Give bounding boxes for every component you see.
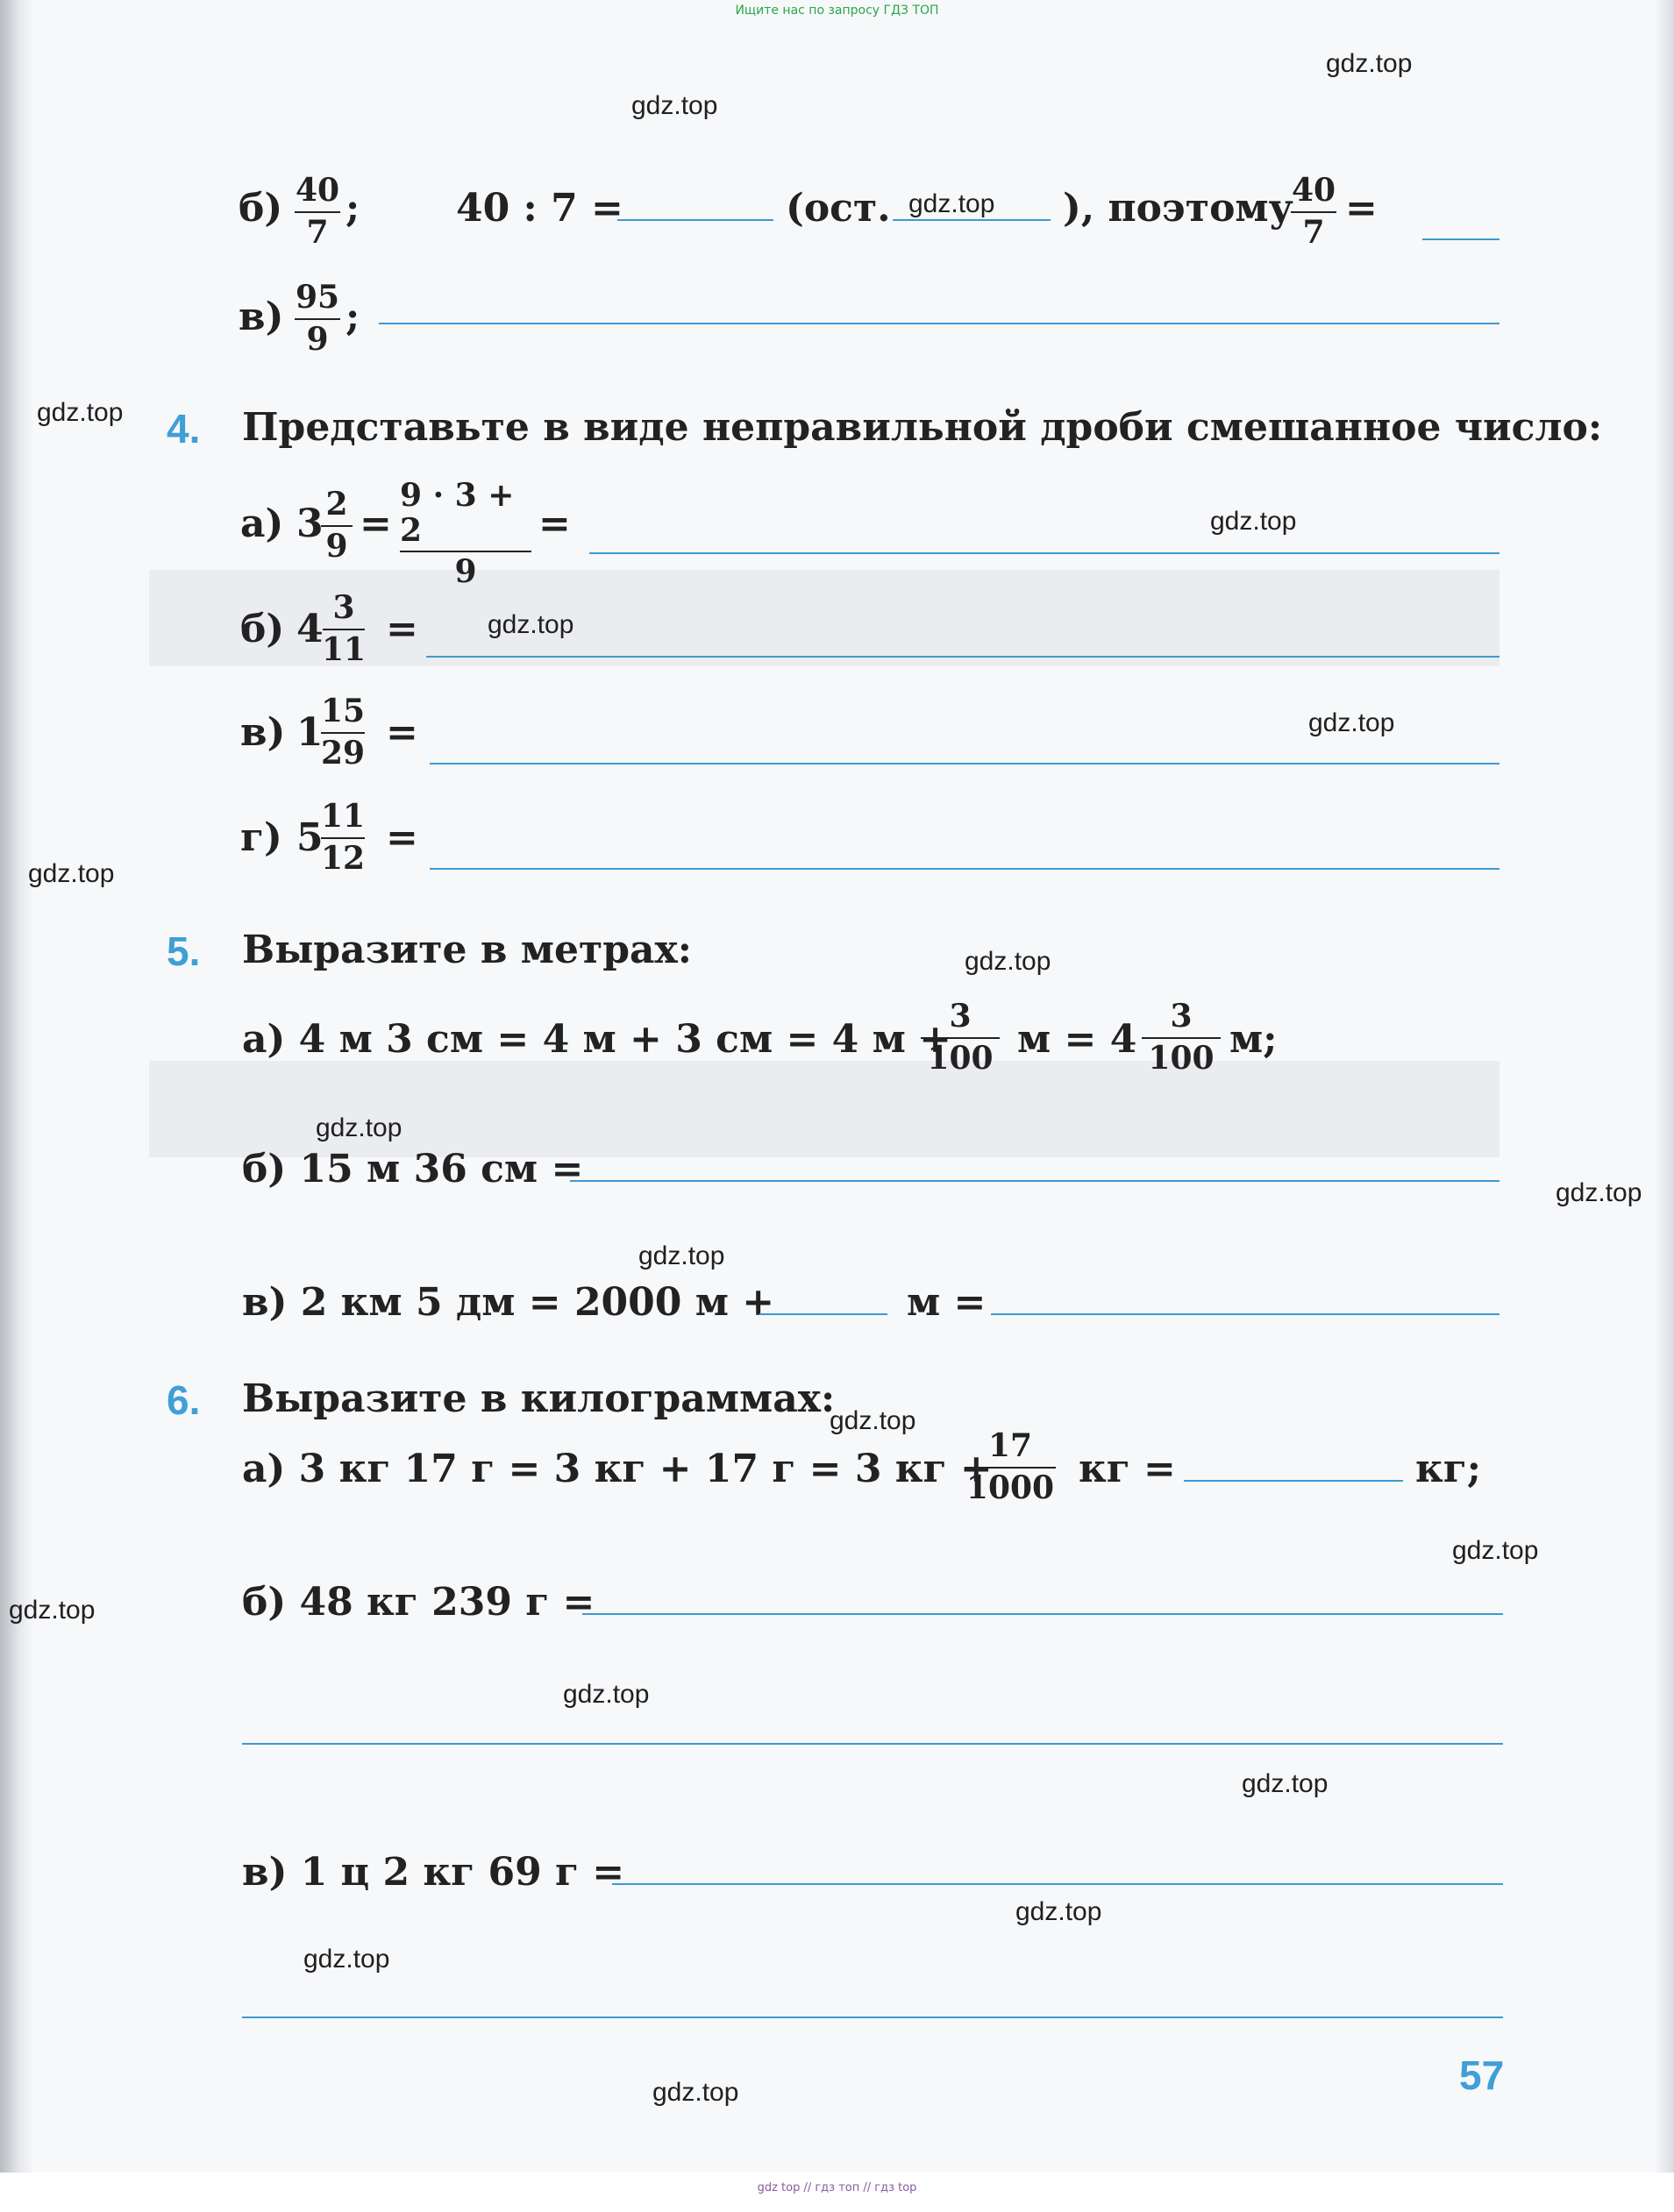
answer-line[interactable]	[379, 323, 1499, 324]
answer-line[interactable]	[570, 1180, 1499, 1182]
task4-v-label: в)	[240, 710, 286, 755]
equals-sign: =	[386, 607, 418, 651]
answer-line[interactable]	[242, 1743, 1503, 1745]
equals-sign: =	[538, 501, 571, 546]
task4-number: 4.	[167, 406, 201, 452]
watermark: gdz.top	[908, 189, 995, 218]
task5-a-text: а) 4 м 3 см = 4 м + 3 см = 4 м +	[242, 1017, 952, 1062]
mixed-whole: 5	[296, 815, 324, 860]
watermark: gdz.top	[488, 610, 574, 639]
task6-v-text: в) 1 ц 2 кг 69 г =	[242, 1850, 625, 1895]
task6-a-end: кг;	[1415, 1447, 1481, 1491]
task5-a-fraction: 3 100	[921, 999, 1000, 1076]
watermark: gdz.top	[28, 859, 115, 888]
top-banner[interactable]: Ищите нас по запросу ГДЗ ТОП	[735, 4, 939, 18]
answer-line[interactable]	[893, 219, 1051, 221]
task6-a-fraction: 17 1000	[965, 1427, 1055, 1506]
task6-a-mid: кг =	[1079, 1447, 1176, 1491]
answer-line[interactable]	[430, 763, 1499, 765]
mixed-whole: 4	[296, 607, 324, 651]
task3-b-expression: 40 : 7 =	[456, 186, 623, 231]
answer-line[interactable]	[617, 219, 773, 221]
watermark: gdz.top	[638, 1241, 725, 1270]
watermark: gdz.top	[1210, 507, 1297, 536]
answer-line[interactable]	[242, 2016, 1503, 2018]
task6-b-text: б) 48 кг 239 г =	[242, 1580, 595, 1625]
task5-a-fraction-2: 3 100	[1142, 999, 1221, 1076]
task4-v-fraction: 15 29	[320, 693, 366, 772]
task4-b-label: б)	[240, 607, 285, 651]
task5-a-mid: м = 4	[1017, 1017, 1137, 1062]
task5-a-end: м;	[1229, 1017, 1278, 1062]
task5-title: Выразите в метрах:	[242, 928, 692, 972]
equals-sign: =	[360, 501, 392, 546]
answer-line[interactable]	[589, 552, 1499, 554]
answer-line[interactable]	[612, 1883, 1503, 1885]
watermark: gdz.top	[316, 1113, 402, 1142]
separator: ;	[345, 295, 360, 339]
watermark: gdz.top	[830, 1406, 916, 1435]
answer-line[interactable]	[426, 656, 1499, 658]
task4-a-label: а)	[240, 501, 284, 546]
equals-sign: =	[386, 710, 418, 755]
task6-number: 6.	[167, 1377, 201, 1423]
task4-b-fraction: 3 11	[321, 589, 367, 668]
task5-b-text: б) 15 м 36 см =	[242, 1147, 584, 1191]
task3-b-fraction: 40 7	[295, 172, 340, 251]
page-number: 57	[1459, 2052, 1505, 2098]
mixed-whole: 1	[296, 710, 324, 755]
answer-line[interactable]	[1422, 238, 1499, 240]
task3-v-fraction: 95 9	[295, 279, 340, 358]
task4-a-fraction-2: 9 · 3 + 2 9	[400, 479, 531, 590]
task4-g-fraction: 11 12	[320, 798, 366, 877]
answer-line[interactable]	[582, 1613, 1503, 1615]
task3-b-label: б)	[239, 186, 283, 231]
task4-a-fraction: 2 9	[321, 487, 353, 564]
task4-g-label: г)	[240, 815, 282, 860]
task5-v-text: в) 2 км 5 дм = 2000 м +	[242, 1280, 775, 1325]
watermark: gdz.top	[652, 2078, 739, 2107]
task5-number: 5.	[167, 928, 201, 974]
equals-sign: =	[386, 815, 418, 860]
task6-title: Выразите в килограммах:	[242, 1376, 836, 1421]
page-spine-shadow	[0, 0, 33, 2174]
watermark: gdz.top	[1015, 1897, 1102, 1926]
watermark: gdz.top	[37, 398, 124, 427]
task5-v-mid: м =	[907, 1280, 987, 1325]
watermark: gdz.top	[303, 1945, 390, 1974]
task3-b-fraction-2: 40 7	[1291, 172, 1336, 251]
watermark: gdz.top	[563, 1680, 650, 1709]
watermark: gdz.top	[1308, 708, 1395, 737]
answer-line[interactable]	[991, 1313, 1499, 1315]
watermark: gdz.top	[1452, 1536, 1539, 1565]
watermark: gdz.top	[9, 1596, 96, 1625]
answer-line[interactable]	[1184, 1480, 1403, 1482]
watermark: gdz.top	[1326, 49, 1413, 78]
task6-a-text: а) 3 кг 17 г = 3 кг + 17 г = 3 кг +	[242, 1447, 993, 1491]
separator: ;	[345, 186, 360, 231]
task3-b-remainder-label: (ост.	[786, 186, 891, 231]
watermark: gdz.top	[631, 91, 718, 120]
watermark: gdz.top	[1242, 1769, 1329, 1798]
task4-title: Представьте в виде неправильной дроби смешанное число:	[242, 405, 1603, 450]
answer-line[interactable]	[759, 1313, 887, 1315]
watermark: gdz.top	[1556, 1178, 1642, 1207]
task3-v-label: в)	[239, 295, 284, 339]
page-edge-shadow	[1655, 0, 1674, 2174]
bottom-banner[interactable]: gdz top // гдз топ // гдз top	[757, 2181, 917, 2194]
task3-b-therefore: ), поэтому	[1063, 186, 1293, 231]
mixed-whole: 3	[296, 501, 324, 546]
watermark: gdz.top	[965, 947, 1051, 976]
answer-line[interactable]	[430, 868, 1499, 870]
equals-sign: =	[1345, 186, 1378, 231]
